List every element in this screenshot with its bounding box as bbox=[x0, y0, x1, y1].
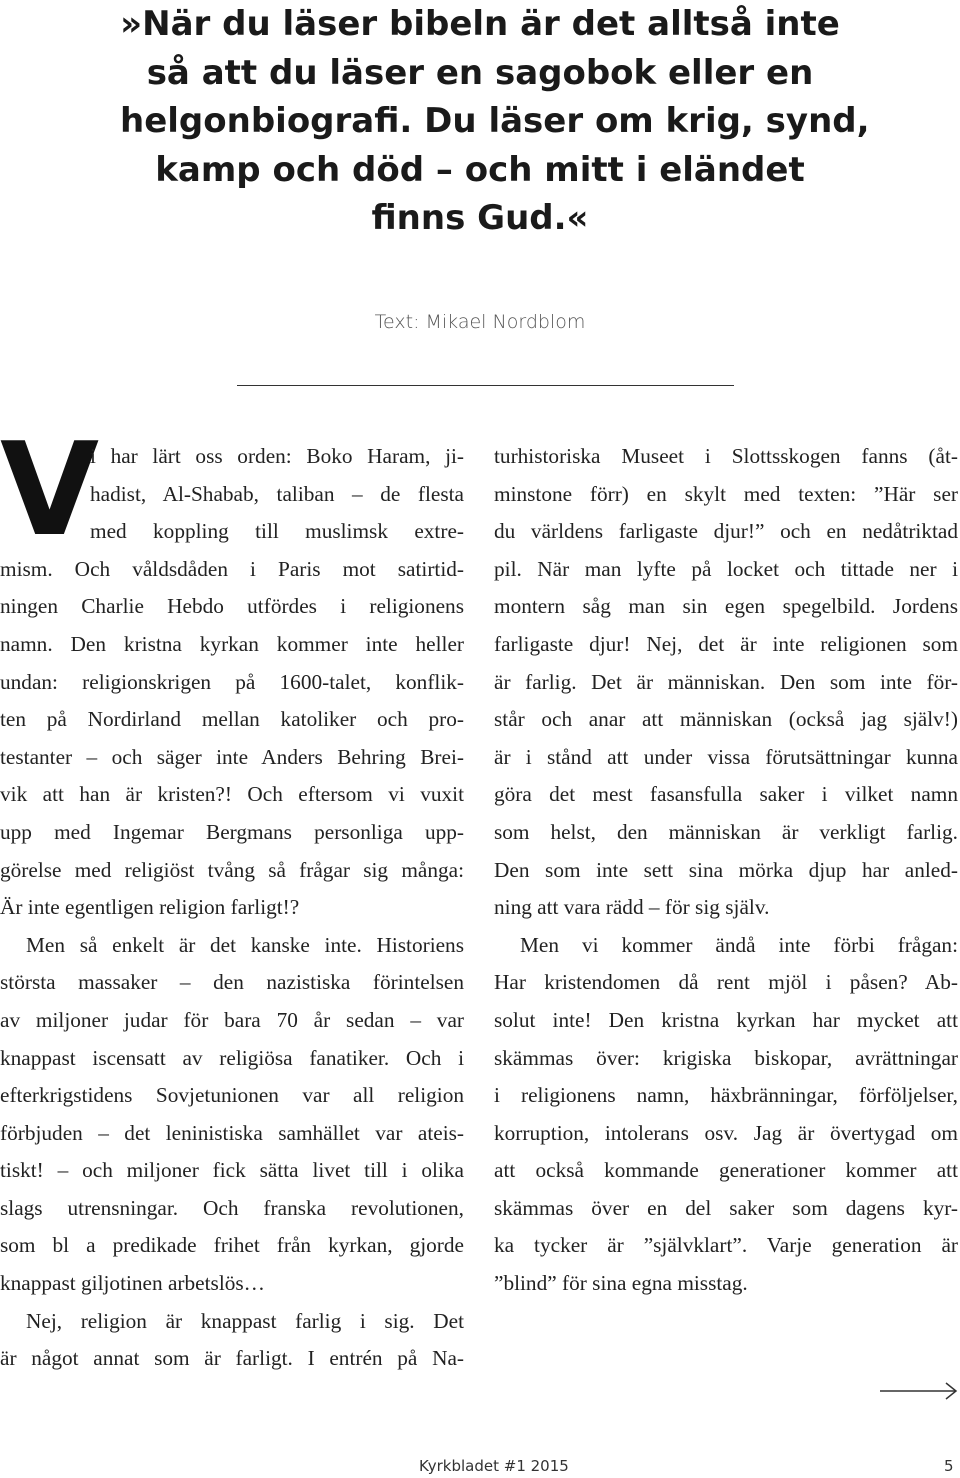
text-line: turhistoriska Museet i Slottsskogen fanns (åt- bbox=[494, 444, 958, 468]
text-line: korruption, intolerans osv. Jag är övertygad om bbox=[494, 1120, 958, 1145]
text-line: testanter – och säger inte Anders Behring Brei- bbox=[0, 744, 464, 769]
text-line: Men vi kommer ändå inte förbi frågan: bbox=[520, 932, 958, 957]
text-line: upp med Ingemar Bergmans personliga upp- bbox=[0, 819, 464, 844]
text-line: montern såg man sin egen spegelbild. Jordens bbox=[494, 594, 958, 619]
text-line: är något annat som är farligt. I entrén på Na- bbox=[0, 1346, 464, 1371]
text-line: ”blind” för sina egna misstag. bbox=[494, 1271, 748, 1296]
text-line: knappast giljotinen arbetslös… bbox=[0, 1271, 265, 1296]
text-line: Nej, religion är knappast farlig i sig. Det bbox=[26, 1308, 464, 1333]
text-line: största massaker – den nazistiska förintelsen bbox=[0, 970, 464, 995]
text-line: hadist, Al-Shabab, taliban – de flesta bbox=[90, 481, 464, 506]
text-line: som helst, den människan är verkligt farlig. bbox=[494, 819, 958, 844]
text-line: minstone förr) en skylt med texten: ”Här ser bbox=[494, 481, 958, 506]
drop-cap: V bbox=[0, 416, 100, 565]
text-line: ningen Charlie Hebdo utfördes i religionens bbox=[0, 594, 464, 619]
text-line: vik att han är kristen?! Och eftersom vi vuxit bbox=[0, 782, 464, 807]
text-line: att också kommande generationer kommer att bbox=[494, 1158, 958, 1183]
text-line: skämmas över en del saker som dagens kyr- bbox=[494, 1195, 958, 1220]
text-line: efterkrigstidens Sovjetunionen var all religion bbox=[0, 1083, 464, 1108]
text-line: farligaste djur! Nej, det är inte religionen som bbox=[494, 631, 958, 656]
text-line: tiskt! – och miljoner fick sätta livet till i olika bbox=[0, 1158, 464, 1183]
headline-line: kamp och död – och mitt i eländet bbox=[155, 149, 805, 190]
headline-line: »När du läser bibeln är det alltså inte bbox=[120, 4, 840, 44]
text-line: görelse med religiöst tvång så frågar sig många: bbox=[0, 857, 464, 882]
text-line: Är inte egentligen religion farligt!? bbox=[0, 895, 300, 920]
text-line: namn. Den kristna kyrkan kommer inte heller bbox=[0, 631, 464, 656]
text-line: knappast iscensatt av religiösa fanatiker. Och i bbox=[0, 1045, 464, 1070]
text-line: pil. När man lyfte på locket och tittade ner i bbox=[494, 556, 958, 581]
text-line: Men så enkelt är det kanske inte. Historiens bbox=[26, 932, 464, 957]
text-line: göra det mest fasansfulla saker i vilket namn bbox=[494, 782, 958, 807]
footer-magazine: Kyrkbladet #1 2015 bbox=[419, 1457, 569, 1475]
arrow-right-icon[interactable] bbox=[880, 1381, 958, 1401]
text-line: förbjuden – det leninistiska samhället var ateis- bbox=[0, 1120, 464, 1145]
divider bbox=[237, 385, 734, 386]
article-column-right bbox=[494, 438, 958, 1303]
text-line: mism. Och våldsdåden i Paris mot satirtid- bbox=[0, 556, 464, 581]
text-line: är farlig. Det är människan. Den som inte för- bbox=[494, 669, 958, 694]
text-line: med koppling till muslimsk extre- bbox=[90, 519, 464, 544]
byline: Text: Mikael Nordblom bbox=[374, 311, 586, 333]
text-line: står och anar att människan (också jag själv!) bbox=[494, 707, 958, 732]
text-line: i har lärt oss orden: Boko Haram, ji- bbox=[90, 444, 464, 468]
text-line: solut inte! Den kristna kyrkan har mycket att bbox=[494, 1007, 958, 1032]
page-number: 5 bbox=[944, 1457, 954, 1475]
article-column-left bbox=[0, 416, 464, 1378]
text-line: slags utrensningar. Och franska revolutionen, bbox=[0, 1195, 464, 1220]
text-line: ten på Nordirland mellan katoliker och pro- bbox=[0, 707, 464, 732]
text-line: av miljoner judar för bara 70 år sedan – var bbox=[0, 1007, 464, 1032]
text-line: som bl a predikade frihet från kyrkan, gjorde bbox=[0, 1233, 464, 1258]
text-line: Den som inte sett sina mörka djup har anled- bbox=[494, 857, 958, 882]
text-line: skämmas över: krigiska biskopar, avrättningar bbox=[494, 1045, 958, 1070]
text-line: är i stånd att under vissa förutsättningar kunna bbox=[494, 744, 958, 769]
text-line: i religionens namn, häxbränningar, förföljelser, bbox=[494, 1083, 958, 1108]
text-line: ning att vara rädd – för sig själv. bbox=[494, 895, 770, 920]
text-line: undan: religionskrigen på 1600-talet, konflik- bbox=[0, 669, 464, 694]
text-line: du världens farligaste djur!” och en nedåtriktad bbox=[494, 519, 958, 544]
text-line: ka tycker är ”självklart”. Varje generation är bbox=[494, 1233, 958, 1258]
headline-line: så att du läser en sagobok eller en bbox=[146, 52, 814, 93]
headline bbox=[120, 0, 870, 243]
text-line: Har kristendomen då rent mjöl i påsen? Ab- bbox=[494, 970, 958, 995]
headline-line: finns Gud.« bbox=[371, 198, 589, 238]
headline-line: helgonbiografi. Du läser om krig, synd, bbox=[120, 101, 870, 141]
